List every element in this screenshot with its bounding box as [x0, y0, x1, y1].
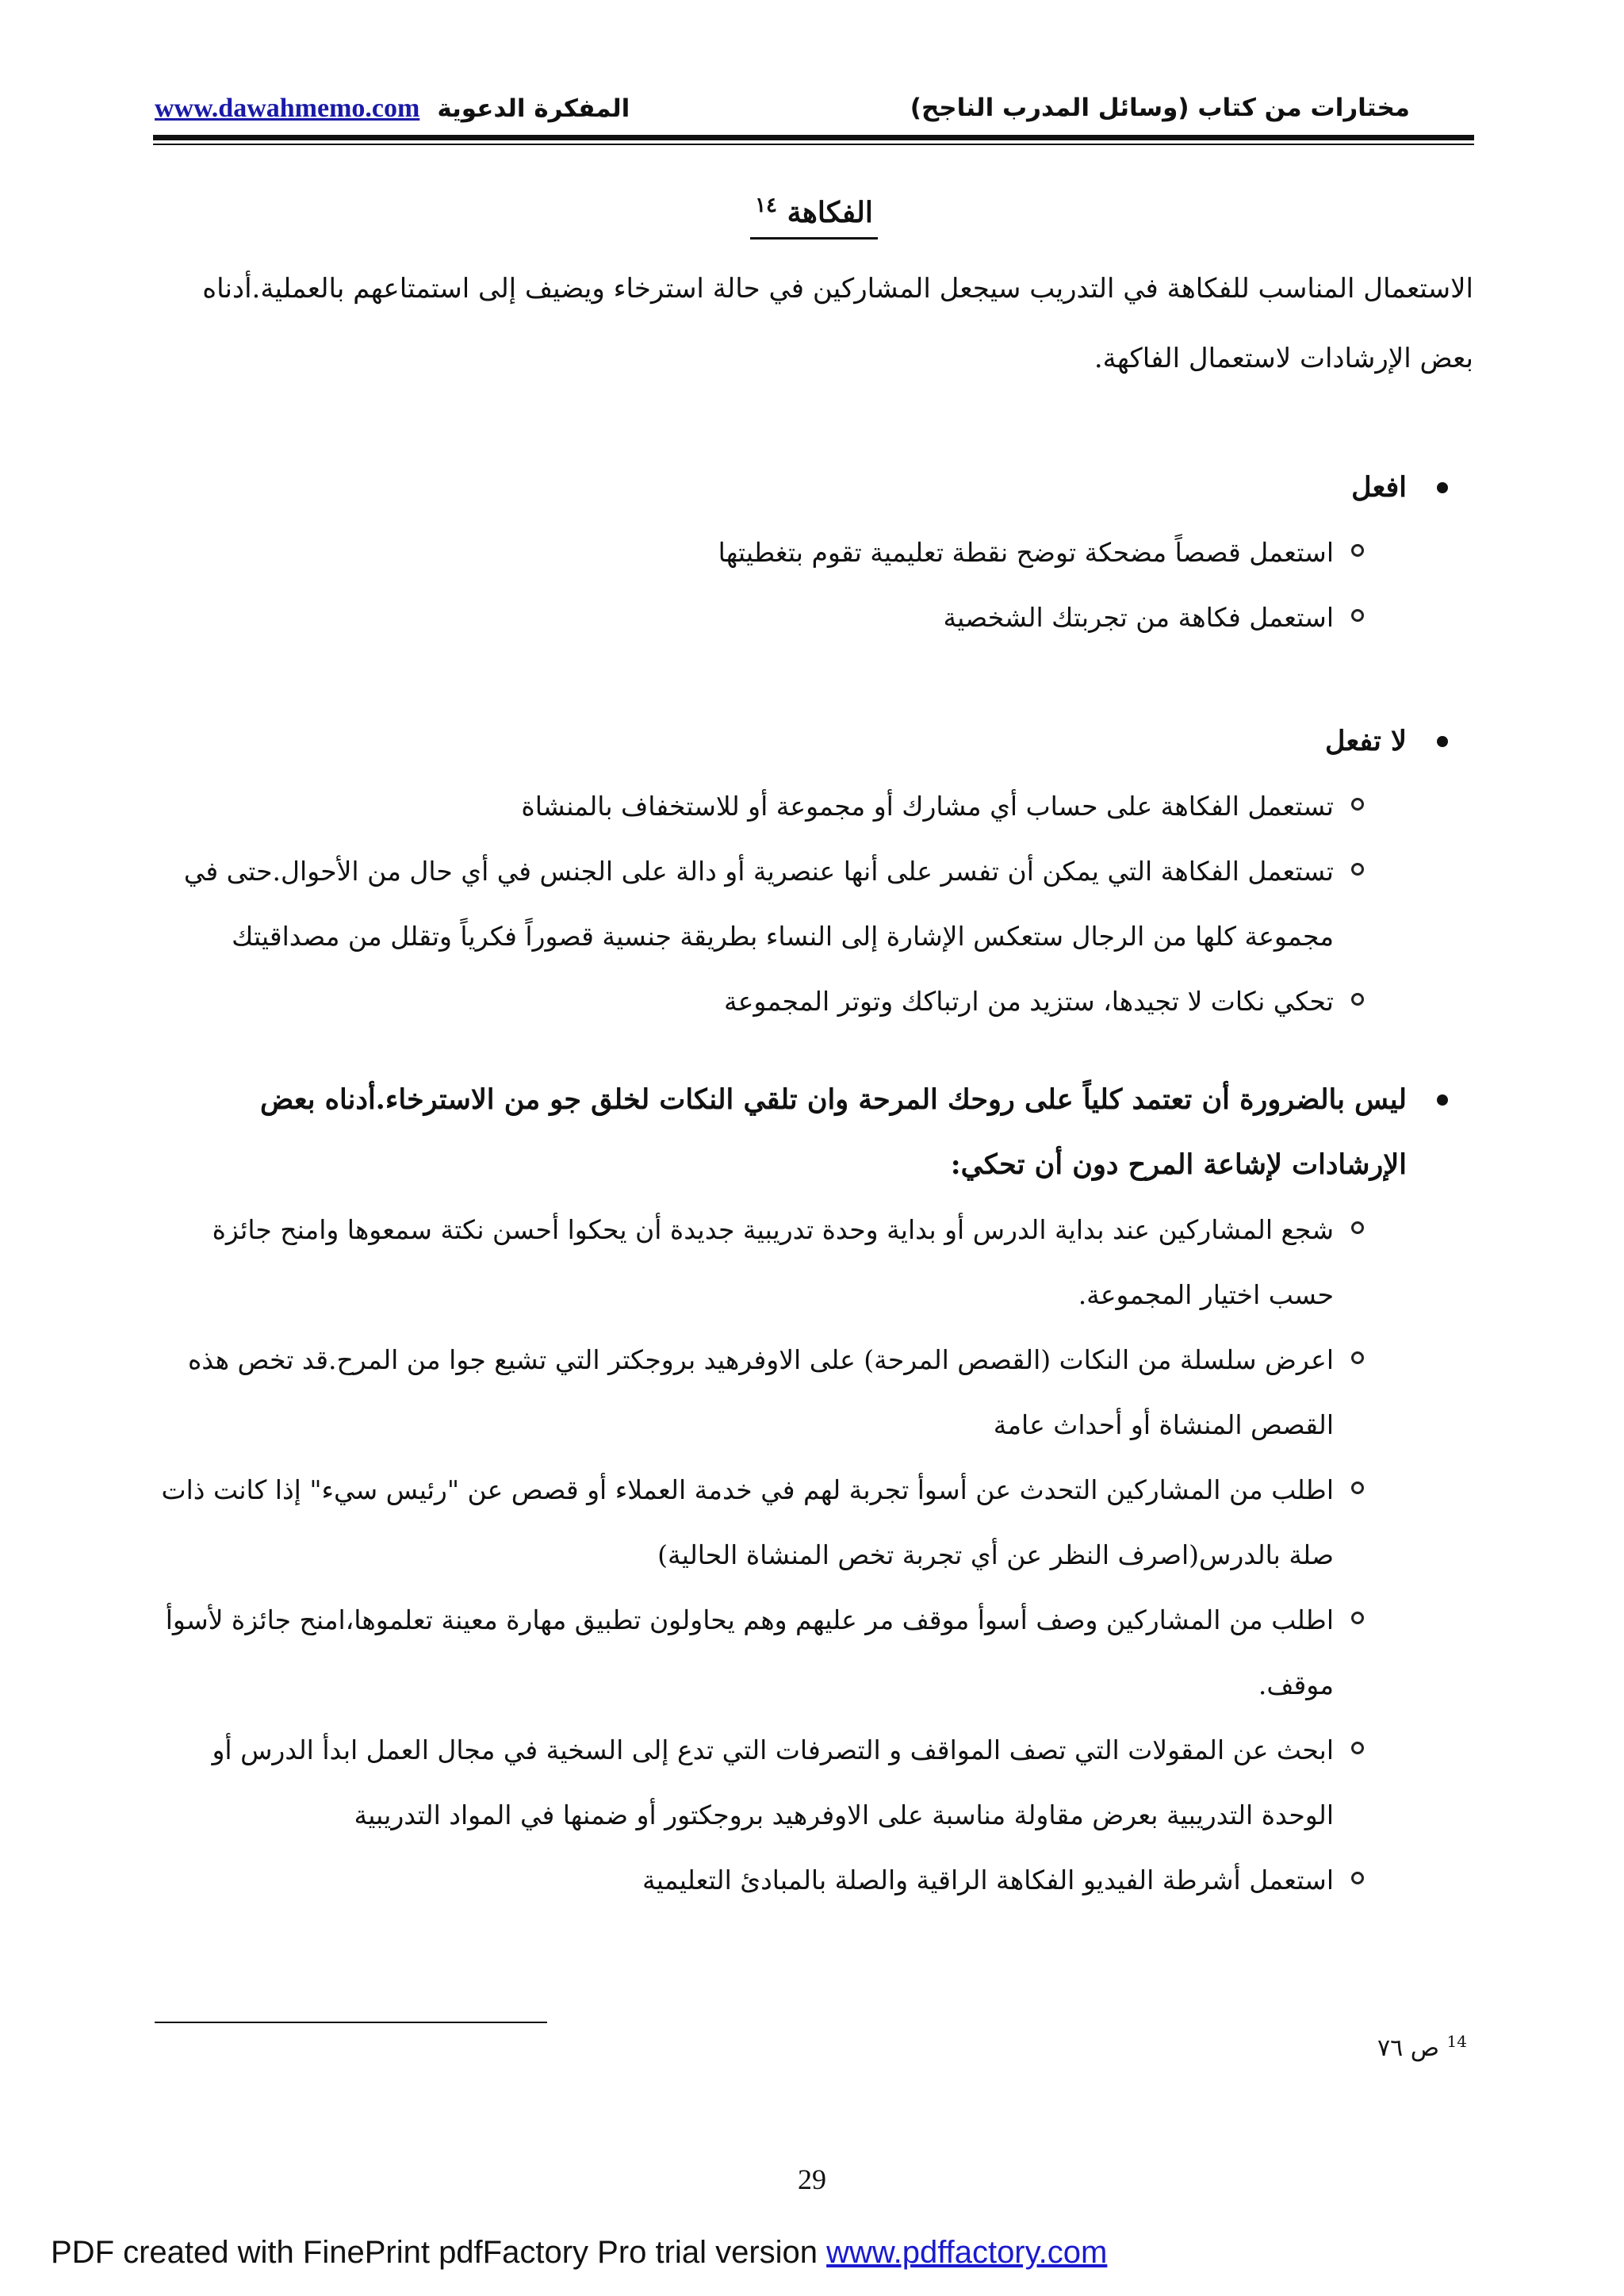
- site-name: المفكرة الدعوية: [437, 94, 630, 123]
- circle-bullet-icon: [1351, 1872, 1364, 1884]
- intro-paragraph: الاستعمال المناسب للفكاهة في التدريب سيجعل المشاركين في حالة استرخاء ويضيف إلى استمتاعهم بالعملية.أدناه بعض الإرشادات لاستعمال الفاكهة.: [202, 273, 1473, 374]
- header-rule: [153, 135, 1474, 140]
- list-item: [155, 839, 1473, 969]
- circle-bullet-icon: [1351, 1742, 1364, 1754]
- list-item-text: اعرض سلسلة من النكات (القصص المرحة) على الاوفرهيد بروجكتر التي تشيع جوا من المرح.قد تخص هذه القصص المنشاة أو أحداث عامة: [188, 1344, 1334, 1440]
- circle-bullet-icon: [1351, 609, 1364, 622]
- section-heading-row: [155, 455, 1473, 520]
- list-item-text: استعمل فكاهة من تجربتك الشخصية: [943, 602, 1334, 633]
- page-number: 29: [798, 2164, 826, 2195]
- section-dont: [155, 709, 1473, 1034]
- watermark-link[interactable]: www.pdffactory.com: [826, 2235, 1108, 2270]
- spacer: [155, 393, 1473, 455]
- list-item: [155, 969, 1473, 1034]
- section-heading: افعل: [1351, 471, 1407, 504]
- circle-bullet-icon: [1351, 1221, 1364, 1234]
- spacer: [155, 1034, 1473, 1068]
- list-item-text: استعمل أشرطة الفيديو الفكاهة الراقية والصلة بالمبادئ التعليمية: [642, 1865, 1334, 1895]
- section-heading: لا تفعل: [1325, 725, 1407, 757]
- list-item-text: تحكي نكات لا تجيدها، ستزيد من ارتباكك وتوتر المجموعة: [724, 986, 1334, 1017]
- list-item-text: استعمل قصصاً مضحكة توضح نقطة تعليمية تقوم بتغطيتها: [718, 537, 1334, 568]
- title-wrap: [155, 190, 1473, 254]
- list-item: [155, 1328, 1473, 1458]
- bullet-icon: [1437, 736, 1448, 747]
- circle-bullet-icon: [1351, 993, 1364, 1006]
- circle-bullet-icon: [1351, 1612, 1364, 1624]
- pdf-watermark: [51, 2235, 1107, 2271]
- list-item: [155, 1848, 1473, 1913]
- list-item-text: شجع المشاركين عند بداية الدرس أو بداية وحدة تدريبية جديدة أن يحكوا أحسن نكتة سمعوها وامنح جائزة حسب اختيار المجموعة.: [212, 1214, 1334, 1310]
- section-do: [155, 455, 1473, 650]
- circle-bullet-icon: [1351, 544, 1364, 557]
- list-item-text: اطلب من المشاركين وصف أسوأ موقف مر عليهم وهم يحاولون تطبيق مهارة معينة تعلموها،امنح جائزة لأسوأ موقف.: [165, 1604, 1334, 1700]
- section-items: [155, 774, 1473, 1034]
- watermark-text: PDF created with FinePrint pdfFactory Pro trial version: [51, 2235, 818, 2270]
- list-item-text: اطلب من المشاركين التحدث عن أسوأ تجربة لهم في خدمة العملاء أو قصص عن "رئيس سيء" إذا كانت ذات صلة بالدرس(اصرف النظر عن أي تجربة تخص المنشاة الحالية): [161, 1474, 1334, 1570]
- bullet-icon: [1437, 1094, 1448, 1106]
- list-item: [155, 520, 1473, 585]
- list-item: [155, 585, 1473, 650]
- footnote-text: ص ٧٦: [1377, 2034, 1439, 2062]
- footnote-rule: [155, 2022, 547, 2023]
- section-items: [155, 520, 1473, 650]
- circle-bullet-icon: [1351, 798, 1364, 811]
- page-title-text: الفكاهة: [787, 196, 873, 229]
- list-item: [155, 1198, 1473, 1328]
- list-item: [155, 774, 1473, 839]
- header-left: [155, 94, 630, 133]
- circle-bullet-icon: [1351, 1481, 1364, 1494]
- list-item: [155, 1458, 1473, 1588]
- section-fun-tips: [155, 1068, 1473, 1913]
- circle-bullet-icon: [1351, 863, 1364, 876]
- list-item-text: تستعمل الفكاهة التي يمكن أن تفسر على أنها عنصرية أو دالة على الجنس في أي حال من الأحوال.حتى في مجموعة كلها من الرجال ستعكس الإشارة إلى النساء بطريقة جنسية قصوراً فكرياً وتقلل من مصداقيتك: [183, 856, 1334, 952]
- title-footnote-ref: ١٤: [755, 194, 778, 217]
- footnote: [1377, 2032, 1467, 2062]
- list-item: [155, 1718, 1473, 1848]
- list-item-text: ابحث عن المقولات التي تصف المواقف و التصرفات التي تدع إلى السخية في مجال العمل ابدأ الدرس أو الوحدة التدريبية بعرض مقاولة مناسبة على الاوفرهيد بروجكتور أو ضمنها في المواد التدريبية: [212, 1734, 1334, 1830]
- bullet-icon: [1437, 482, 1448, 493]
- main-content: [155, 190, 1473, 1913]
- header-rule-thin: [153, 144, 1474, 145]
- section-heading-row: [155, 709, 1473, 774]
- list-item-text: تستعمل الفكاهة على حساب أي مشارك أو مجموعة أو للاستخفاف بالمنشاة: [521, 791, 1334, 822]
- spacer: [155, 650, 1473, 709]
- section-items: [155, 1198, 1473, 1913]
- page-title: [750, 190, 878, 240]
- section-heading-row: [155, 1068, 1473, 1198]
- footnote-number: 14: [1446, 2032, 1467, 2051]
- book-title: مختارات من كتاب (وسائل المدرب الناجح): [910, 94, 1410, 122]
- list-item: [155, 1588, 1473, 1718]
- circle-bullet-icon: [1351, 1351, 1364, 1364]
- section-heading: ليس بالضرورة أن تعتمد كلياً على روحك المرحة وان تلقي النكات لخلق جو من الاسترخاء.أدناه بعض الإرشادات لإشاعة المرح دون أن تحكي:: [259, 1083, 1407, 1181]
- website-link[interactable]: www.dawahmemo.com: [155, 94, 420, 123]
